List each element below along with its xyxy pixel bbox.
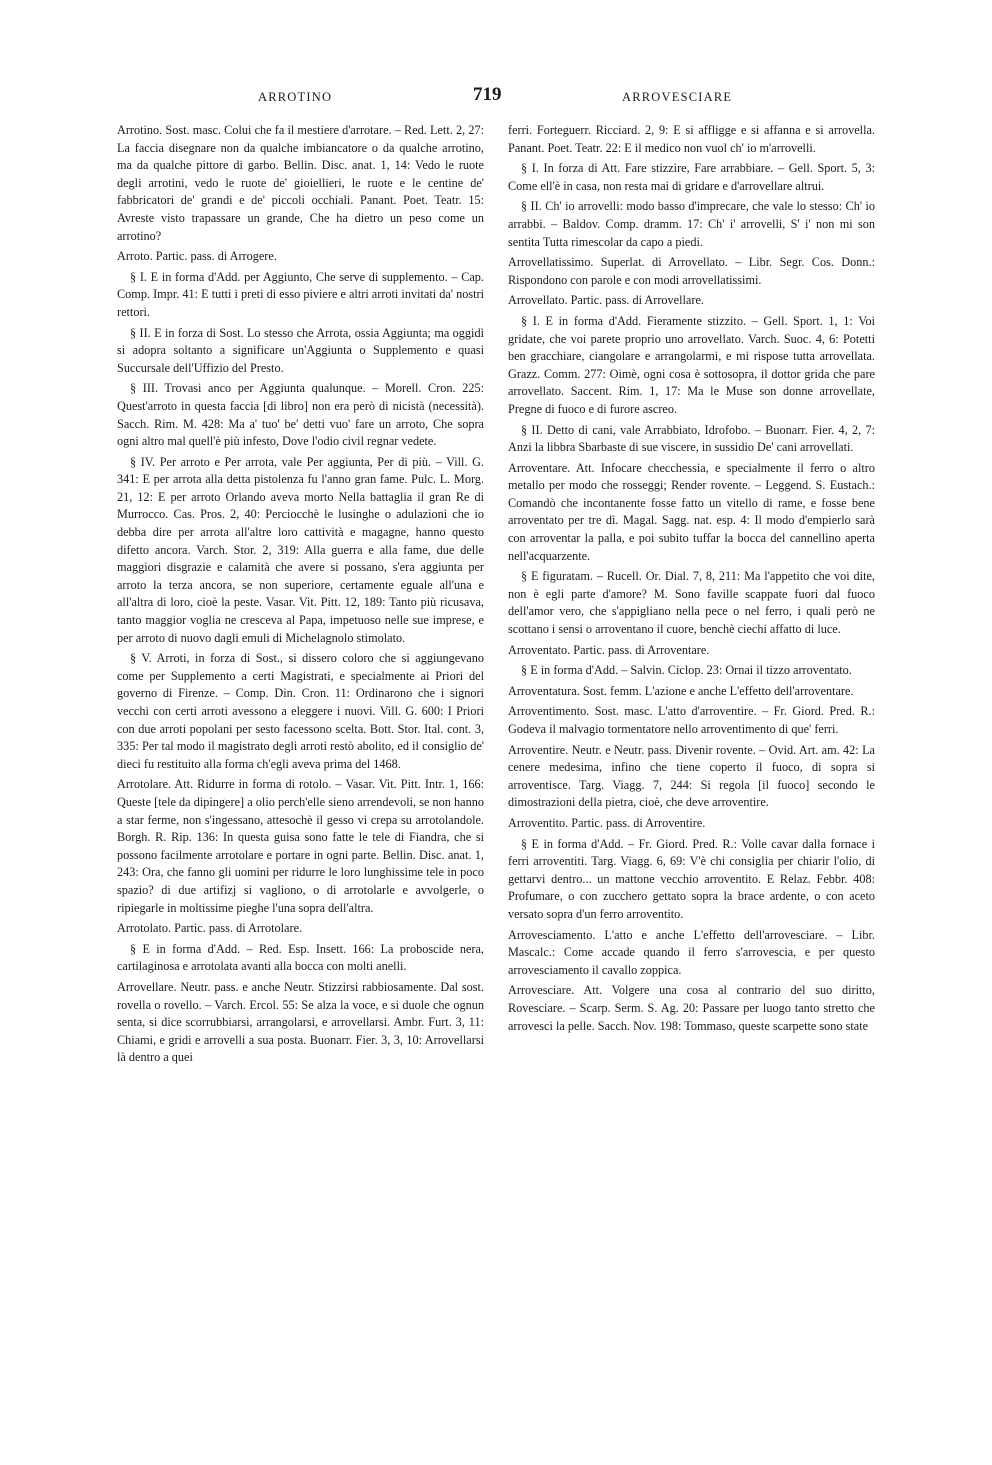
entry-paragraph: § E in forma d'Add. – Salvin. Ciclop. 23: Ornai il tizzo arroventato. [521,663,852,678]
entry-paragraph: § II. Ch' io arrovelli: modo basso d'imprecare, che vale lo stesso: Ch' io arrabbi. – Baldov. Comp. dramm. 17: Ch' i' arrovelli, S' i' non mi son sentita Tutta rimescolar da capo a piedi. [508,199,875,249]
entry-arrotolare: Arrotolare. Att. Ridurre in forma di rotolo. – Vasar. Vit. Pitt. Intr. 1, 166: Queste [tele da dipingere] a olio perch'elle sieno arrendevoli, se non hanno a star ferme, non s'ingessano, attesochè il gesso vi crepa su arrotolandole. Borgh. R. Rip. 136: In questa guisa sono fatte le tele di Fiandra, che si possono facilmente arrotolare e portare in ogni parte. Bellin. Disc. anat. 1, 243: Ora, che fanno gli uomini per ridurre le loro lunghissime tele in poco spazio? di due artifizj si vagliono, o di arrotolarle e avvolgerle, o ripiegarle in moltissime pieghe l'una sopra dell'altra. [117,777,484,915]
entry-paragraph: § V. Arroti, in forza di Sost., si dissero coloro che si aggiungevano come per Supplemento a certi Magistrati, e specialmente ai Priori del governo di Firenze. – Comp. Din. Cron. 11: Ordinarono che i signori vecchi con certi arroti avessono a eleggere i nuovi. Vill. G. 600: I Priori con due arroti popolani per sesto facessono scelta. Bott. Stor. Ital. cont. 3, 335: Per tal modo il magistrato degli arroti restò abolito, ed il consiglio de' dieci fu restituito alla forma ch'egli aveva prima del 1468. [117,651,484,771]
entry-paragraph: § I. E in forma d'Add. Fieramente stizzito. – Gell. Sport. 1, 1: Voi gridate, che voi parete proprio uno arrovellato. Varch. Suoc. 4, 6: Potetti ben gracchiare, ciangolare e arrangolarmi, e mi rispose tutta arrovellata. Grazz. Comm. 277: Oimè, ogni cosa è sottosopra, il dottor grida che pare arrovellato. Saccent. Rim. 1, 17: Ma le Muse son donne arrovellate, Pregne di fuoco e di furore ascreo. [508,313,875,416]
page-number: 719 [473,84,502,105]
entry-arrovellatissimo: Arrovellatissimo. Superlat. di Arrovellato. – Libr. Segr. Cos. Donn.: Rispondono con parole e con modi arrovellatissimi. [508,255,875,287]
entry-arroventire: Arroventire. Neutr. e Neutr. pass. Divenir rovente. – Ovid. Art. am. 42: La cenere medesima, infino che tiene coperto il fuoco, di sopra si arroventisce. Targ. Viagg. 7, 244: Si regola [il fuoco] secondo le dimostrazioni della pietra, cioè, che deve arroventire. [508,742,875,810]
entry-paragraph: § IV. Per arroto e Per arrota, vale Per aggiunta, Per di più. – Vill. G. 341: E per arrota alla detta pistolenza fu l'anno gran fame. Pulc. L. Morg. 21, 12: E per arroto Orlando aveva morto Nella battaglia il gran Re di Murrocco. Cas. Pros. 2, 40: Perciocchè le lusinghe o adulazioni che io debba dire per arrota all'altre loro cattività e magagne, hanno questo difetto ancora. Varch. Stor. 2, 319: Alla guerra e alla fame, due delle maggiori disgrazie e calamità che avere si possano, s'era aggiunta per arroto la terza ancora, se non superiore, certamente eguale all'una e all'altra di loro, cioè la peste. Vasar. Vit. Pitt. 12, 189: Tanto più ricusava, tanto maggior voglia ne cresceva al Papa, impetuoso nelle sue imprese, e per arroto di nuovo dagli emuli di Michelagnolo stimolato. [117,454,484,645]
entry-paragraph: § E figuratam. – Rucell. Or. Dial. 7, 8, 211: Ma l'appetito che voi dite, non è egli parte d'amore? M. Sono faville scappate fuori dal fuoco dell'amor vero, che s'appigliano nella pece o nel ferro, i quali però ne scottano i sensi o arroventano il cuore, benchè ciechi affatto di luce. [508,569,875,637]
entry-paragraph: § E in forma d'Add. – Red. Esp. Insett. 166: La proboscide nera, cartilaginosa e arrotolata avanti alla bocca con molti anelli. [117,941,484,974]
entry-arrotolato: Arrotolato. Partic. pass. di Arrotolare. [117,921,303,936]
entry-continuation: ferri. Forteguerr. Ricciard. 2, 9: E si affligge e si affanna e si arrovella. Panant. Poet. Teatr. 22: E il medico non vuol ch' io m'arrovelli. [508,123,875,155]
entry-arroto: Arroto. Partic. pass. di Arrogere. [117,249,277,264]
entry-arrovesciare: Arrovesciare. Att. Volgere una cosa al contrario del suo diritto, Rovesciare. – Scarp. Serm. S. Ag. 20: Passare per luogo tanto stretto che arrovesci la pelle. Sacch. Nov. 198: Tommaso, queste scarpette sono state [508,983,875,1033]
entry-arroventatura: Arroventatura. Sost. femm. L'azione e anche L'effetto dell'arroventare. [508,683,854,698]
entry-paragraph: § E in forma d'Add. – Fr. Giord. Pred. R.: Volle cavar dalla fornace i ferri arroventiti. Targ. Viagg. 6, 69: V'è chi consiglia per chiarir l'olio, di gettarvi dentro... un mattone vecchio arroventito. E Relaz. Febbr. 408: Profumare, o con zucchero gettato sopra la brace ardente, o con aceto versato sopra d'un ferro arroventito. [508,836,875,921]
entry-paragraph: § I. In forza di Att. Fare stizzire, Fare arrabbiare. – Gell. Sport. 5, 3: Come ell'è in casa, non resta mai di gridare e d'arrovellare altrui. [508,161,875,193]
right-column [508,122,875,1038]
entry-arroventare: Arroventare. Att. Infocare checchessia, e specialmente il ferro o altro metallo per modo che rosseggi; Render rovente. – Leggend. S. Eustach.: Comandò che incontanente fosse fatto un vitello di rame, e fosse bene arroventato per tre dì. Magal. Sagg. nat. esp. 4: Il modo d'empierlo sarà con arroventar la palla, e poi subito tuffar la bocca del cannellino aperta nell'acquarzente. [508,460,875,563]
entry-arrovesciamento: Arrovesciamento. L'atto e anche L'effetto dell'arrovesciare. – Libr. Mascalc.: Come accade quando il ferro s'arrovescia, e per questo arrovesciamento il cavallo zoppica. [508,927,875,977]
entry-paragraph: § II. E in forza di Sost. Lo stesso che Arrota, ossia Aggiunta; ma oggidì si adopra soltanto a significare un'Aggiunta o Supplemento e quasi Succursale dell'Uffizio del Presto. [117,325,484,375]
entry-arrovellare: Arrovellare. Neutr. pass. e anche Neutr. Stizzirsi rabbiosamente. Dal sost. rovella o rovello. – Varch. Ercol. 55: Se alza la voce, e si duole che ognun senta, si dice scorrubbiarsi, arrangolarsi, e arrovellarsi. Ambr. Furt. 3, 11: Chiami, e gridi e arrovelli a sua posta. Buonarr. Fier. 3, 3, 10: Arrovellarsi là dentro a quei [117,979,484,1065]
entry-arroventato: Arroventato. Partic. pass. di Arroventare. [508,642,710,657]
entry-arrotino: Arrotino. Sost. masc. Colui che fa il mestiere d'arrotare. – Red. Lett. 2, 27: La faccia disegnare non da qualche imbiancatore o da qualche arrotino, ma da qualche pittore di garbo. Bellin. Disc. anat. 1, 14: Vedo le ruote degli arrotini, vedo le ruote de' gioiellieri, le ruote e le centine de' fabbricatori de' grandi e de' piccoli occhiali. Panant. Poet. Teatr. 15: Avreste visto trapassare un grande, Che ha dietro un peso come un arrotino? [117,123,484,243]
entry-arrovellato: Arrovellato. Partic. pass. di Arrovellare. [508,293,704,308]
left-column [117,122,484,1070]
entry-paragraph: § I. E in forma d'Add. per Aggiunto, Che serve di supplemento. – Cap. Comp. Impr. 41: E tutti i preti di esso piviere e altri arroti invitati da' nostri rettori. [117,269,484,319]
running-head-right: ARROVESCIARE [622,90,733,104]
entry-arroventito: Arroventito. Partic. pass. di Arroventire. [508,815,706,830]
entry-arroventimento: Arroventimento. Sost. masc. L'atto d'arroventire. – Fr. Giord. Pred. R.: Godeva il malvagio tormentatore nello arroventimento di que' ferri. [508,704,875,736]
entry-paragraph: § II. Detto di cani, vale Arrabbiato, Idrofobo. – Buonarr. Fier. 4, 2, 7: Anzi la libbra Sbarbaste di sue viscere, in sussidio De' cani arrovellati. [508,422,875,455]
running-head-left: ARROTINO [258,90,333,104]
entry-paragraph: § III. Trovasi anco per Aggiunta qualunque. – Morell. Cron. 225: Quest'arroto in questa faccia [di libro] non era però di nicistà (necessità). Sacch. Rim. M. 428: Ma a' tuo' be' detti vuo' fare un arroto, Che sopra ogni altro mal quell'è più infesto, Dove l'odio civil regnar vedete. [117,381,484,449]
